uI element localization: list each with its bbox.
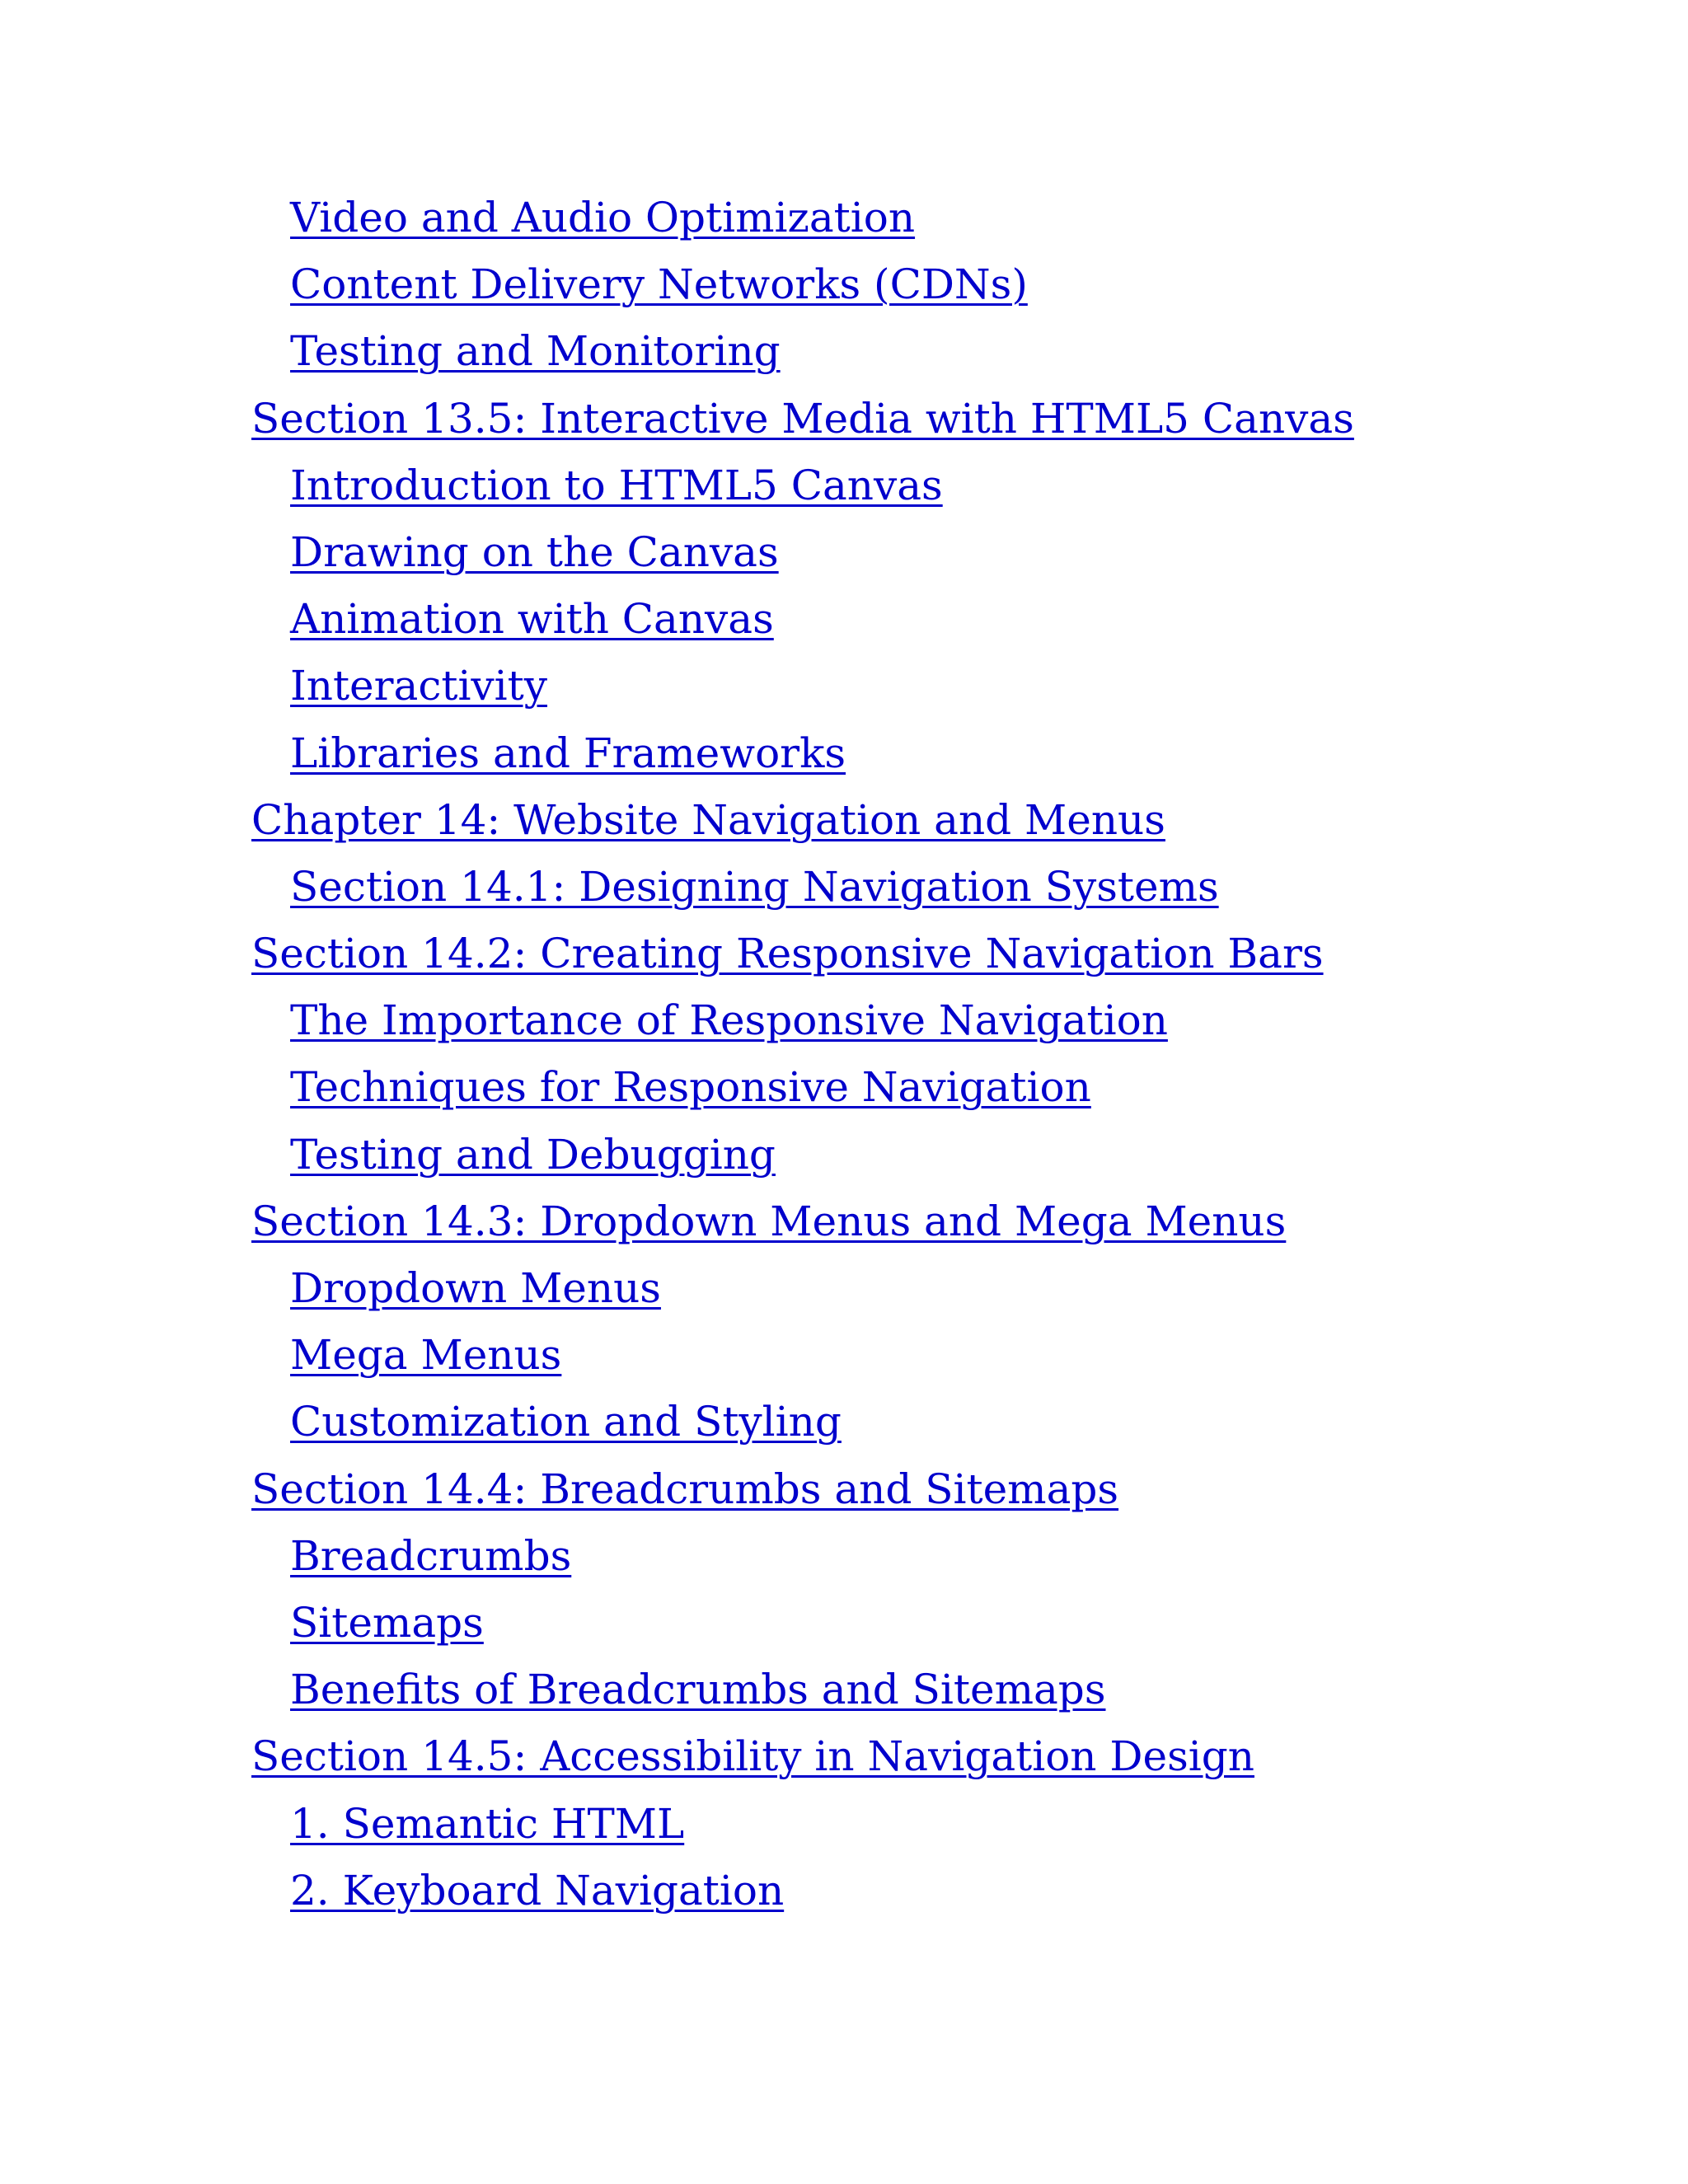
toc-link-semantic-html[interactable]: 1. Semantic HTML	[290, 1799, 685, 1848]
toc-link-chapter-14[interactable]: Chapter 14: Website Navigation and Menus	[251, 795, 1165, 844]
toc-entry	[251, 987, 1354, 1054]
toc-link-section-13-5[interactable]: Section 13.5: Interactive Media with HTML5 Canvas	[251, 394, 1354, 443]
toc-entry	[251, 1322, 1354, 1389]
toc-link-drawing-on-canvas[interactable]: Drawing on the Canvas	[290, 527, 779, 576]
toc-link-keyboard-navigation[interactable]: 2. Keyboard Navigation	[290, 1866, 785, 1915]
toc-link-introduction-to-canvas[interactable]: Introduction to HTML5 Canvas	[290, 461, 943, 509]
toc-entry	[251, 386, 1354, 452]
toc-link-section-14-2[interactable]: Section 14.2: Creating Responsive Navigation Bars	[251, 930, 1324, 978]
toc-link-section-14-4[interactable]: Section 14.4: Breadcrumbs and Sitemaps	[251, 1465, 1119, 1513]
toc-link-techniques-for-responsive-navigation[interactable]: Techniques for Responsive Navigation	[290, 1063, 1091, 1112]
toc-entry	[251, 787, 1354, 854]
toc-entry	[251, 185, 1354, 251]
toc-entry	[251, 1657, 1354, 1723]
toc-entry	[251, 1858, 1354, 1924]
toc-entry	[251, 653, 1354, 719]
toc-link-content-delivery-networks[interactable]: Content Delivery Networks (CDNs)	[290, 260, 1028, 309]
toc-link-testing-and-debugging[interactable]: Testing and Debugging	[290, 1130, 776, 1179]
toc-link-video-audio-optimization[interactable]: Video and Audio Optimization	[290, 194, 916, 241]
toc-link-animation-with-canvas[interactable]: Animation with Canvas	[290, 595, 774, 644]
toc-entry	[251, 1723, 1354, 1790]
toc-link-customization-and-styling[interactable]: Customization and Styling	[290, 1398, 842, 1446]
toc-entry	[251, 586, 1354, 653]
toc-entry	[251, 1054, 1354, 1121]
toc-entry	[251, 1590, 1354, 1657]
toc-link-interactivity[interactable]: Interactivity	[290, 662, 548, 710]
toc-link-mega-menus[interactable]: Mega Menus	[290, 1331, 562, 1380]
toc-entry	[251, 1791, 1354, 1858]
toc-entry	[251, 1456, 1354, 1523]
toc-entry	[251, 519, 1354, 586]
toc-link-libraries-and-frameworks[interactable]: Libraries and Frameworks	[290, 729, 846, 777]
toc-entry	[251, 1255, 1354, 1322]
toc-entry	[251, 452, 1354, 519]
table-of-contents	[251, 185, 1354, 1924]
toc-entry	[251, 1188, 1354, 1255]
toc-link-breadcrumbs[interactable]: Breadcrumbs	[290, 1531, 572, 1580]
toc-entry	[251, 1523, 1354, 1590]
toc-entry	[251, 1389, 1354, 1455]
toc-link-sitemaps[interactable]: Sitemaps	[290, 1598, 484, 1647]
toc-entry	[251, 1122, 1354, 1188]
toc-entry	[251, 318, 1354, 385]
toc-link-importance-of-responsive-navigation[interactable]: The Importance of Responsive Navigation	[290, 996, 1168, 1045]
toc-link-section-14-3[interactable]: Section 14.3: Dropdown Menus and Mega Menus	[251, 1197, 1287, 1245]
toc-link-section-14-1[interactable]: Section 14.1: Designing Navigation Systems	[290, 862, 1219, 911]
toc-entry	[251, 251, 1354, 318]
toc-link-benefits-of-breadcrumbs-and-sitemaps[interactable]: Benefits of Breadcrumbs and Sitemaps	[290, 1666, 1106, 1714]
toc-link-dropdown-menus[interactable]: Dropdown Menus	[290, 1264, 661, 1312]
toc-entry	[251, 921, 1354, 987]
toc-entry	[251, 854, 1354, 921]
toc-entry	[251, 720, 1354, 787]
toc-link-section-14-5[interactable]: Section 14.5: Accessibility in Navigation Design	[251, 1732, 1254, 1781]
toc-link-testing-and-monitoring[interactable]: Testing and Monitoring	[290, 327, 781, 376]
